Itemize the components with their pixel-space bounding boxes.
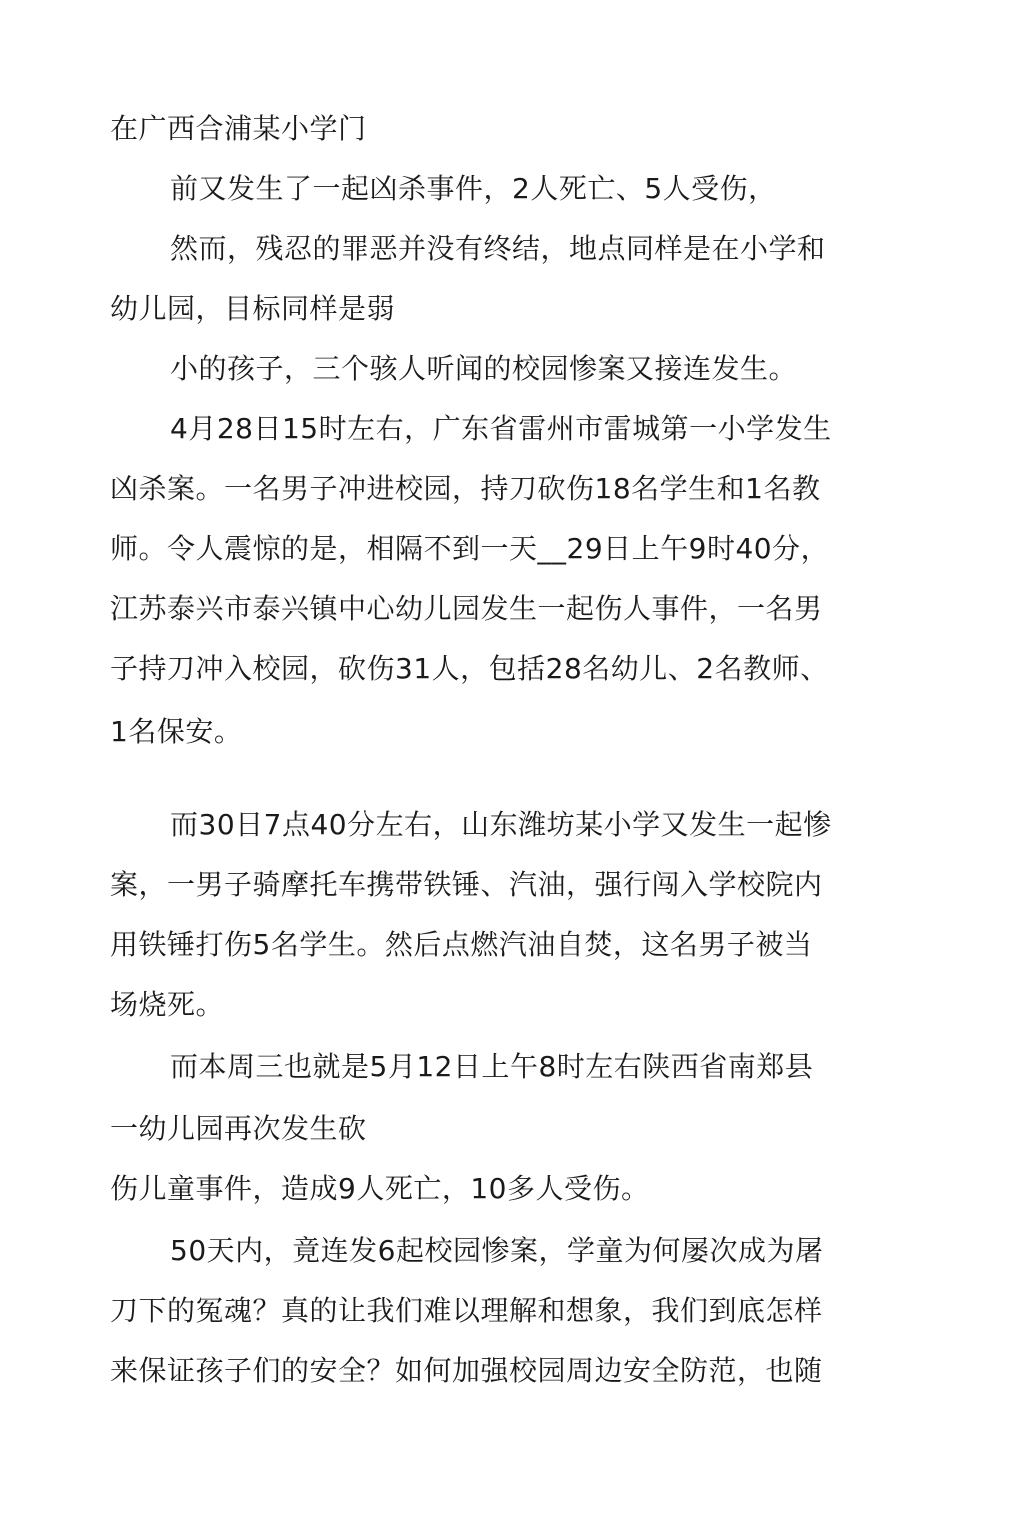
- text-line: 师。令人震惊的是，相隔不到一天__29日上午9时40分，: [110, 532, 830, 565]
- text-line: 来保证孩子们的安全？如何加强校园周边安全防范，也随: [110, 1354, 823, 1387]
- text-line: 江苏泰兴市泰兴镇中心幼儿园发生一起伤人事件，一名男: [110, 592, 823, 625]
- text-line: 伤儿童事件，造成9人死亡，10多人受伤。: [110, 1172, 650, 1205]
- text-line: 幼儿园，目标同样是弱: [110, 292, 396, 325]
- text-line: 刀下的冤魂？真的让我们难以理解和想象，我们到底怎样: [110, 1294, 823, 1327]
- text-line: 而30日7点40分左右，山东潍坊某小学又发生一起惨: [170, 808, 832, 841]
- text-line: 子持刀冲入校园，砍伤31人，包括28名幼儿、2名教师、: [110, 652, 829, 685]
- text-line: 用铁锤打伤5名学生。然后点燃汽油自焚，这名男子被当: [110, 928, 813, 961]
- text-line: 然而，残忍的罪恶并没有终结，地点同样是在小学和: [170, 232, 826, 265]
- text-line: 50天内，竟连发6起校园惨案，学童为何屡次成为屠: [170, 1234, 824, 1267]
- text-line: 小的孩子，三个骇人听闻的校园惨案又接连发生。: [170, 352, 798, 385]
- text-line: 而本周三也就是5月12日上午8时左右陕西省南郑县: [170, 1050, 814, 1083]
- text-line: 案，一男子骑摩托车携带铁锤、汽油，强行闯入学校院内: [110, 868, 823, 901]
- text-line: 前又发生了一起凶杀事件，2人死亡、5人受伤，: [170, 172, 777, 205]
- text-line: 1名保安。: [110, 715, 243, 748]
- text-line: 一幼儿园再次发生砍: [110, 1112, 367, 1145]
- text-line: 4月28日15时左右，广东省雷州市雷城第一小学发生: [170, 412, 832, 445]
- text-line: 凶杀案。一名男子冲进校园，持刀砍伤18名学生和1名教: [110, 472, 821, 505]
- text-line: 场烧死。: [110, 988, 225, 1021]
- text-line: 在广西合浦某小学门: [110, 112, 367, 145]
